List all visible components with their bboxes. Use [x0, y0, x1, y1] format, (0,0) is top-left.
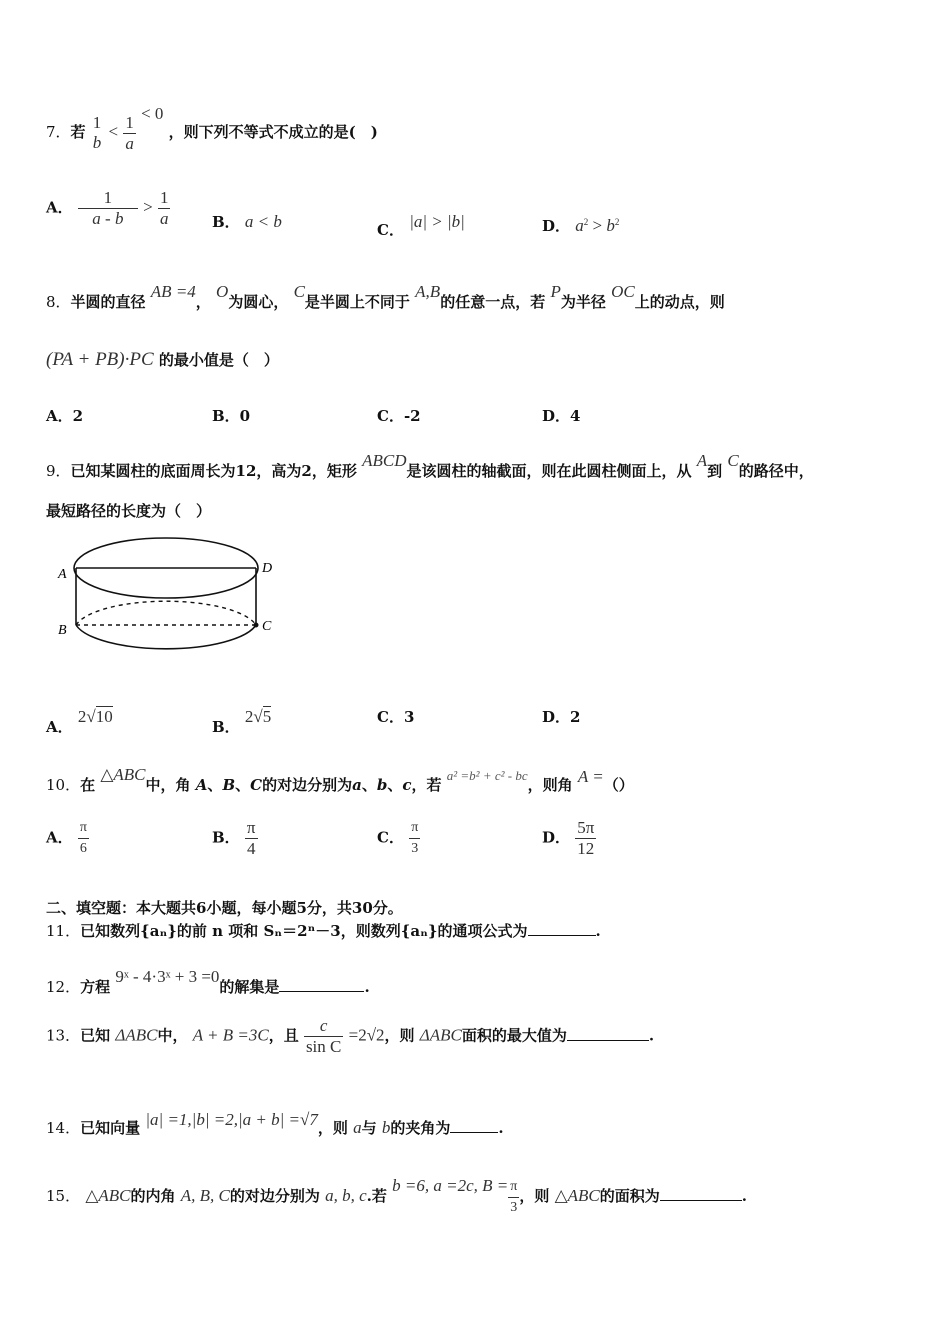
math: a [575, 216, 584, 235]
numerator: 1 [159, 188, 169, 207]
numerator: π [411, 820, 419, 835]
math: > [588, 216, 607, 235]
question-number: 7． [46, 123, 71, 141]
question-12 [46, 967, 370, 997]
text: 的任意一点，若 [440, 293, 546, 311]
text: 中， [157, 1026, 188, 1045]
numerator: π [246, 818, 256, 837]
denominator: 3 [409, 838, 420, 859]
math: (PA + PB)·PC [46, 349, 154, 370]
option-d[interactable] [542, 818, 596, 859]
text: 已知某圆柱的底面周长为12，高为2，矩形 [70, 462, 357, 480]
denominator: 4 [245, 838, 258, 859]
fraction [78, 188, 138, 229]
section-heading: 二、填空题：本大题共6小题，每小题5分，共30分。 [46, 899, 403, 917]
math: P [550, 282, 561, 301]
question-number: 15． [46, 1187, 81, 1205]
fraction [78, 818, 89, 859]
label-a: A [58, 567, 67, 582]
denominator: 3 [508, 1197, 519, 1218]
text: 为圆心， [228, 293, 289, 311]
numerator: π [510, 1178, 518, 1194]
math: AB =4 [150, 282, 196, 301]
text: . [498, 1119, 504, 1137]
answer-blank[interactable] [450, 1118, 498, 1133]
option-d[interactable]: D．4 [542, 407, 581, 425]
option-d[interactable]: D．2 [542, 708, 581, 726]
text: 的解集是 [219, 978, 280, 996]
text: . [741, 1187, 748, 1205]
denominator: 12 [575, 838, 596, 859]
math: △ABC [85, 1186, 131, 1205]
option-c[interactable]: C．3 [377, 708, 415, 726]
text: 是半圆上不同于 [304, 293, 410, 311]
question-number: 9． [46, 462, 71, 480]
math: |a| > |b| [409, 212, 465, 231]
text: ，则 [519, 1187, 550, 1205]
label-d: D [262, 561, 273, 576]
exponent: 2 [614, 217, 620, 227]
radicand: 10 [95, 707, 113, 726]
question-7 [46, 104, 378, 154]
fraction [245, 818, 258, 859]
text: . [648, 1026, 655, 1045]
math: A + B =3C [192, 1025, 269, 1045]
fraction [575, 818, 596, 859]
option-label: D． [542, 828, 571, 847]
text: ，且 [268, 1026, 299, 1045]
text: 半圆的直径 [70, 293, 146, 311]
text: ，则 [384, 1026, 415, 1045]
text: 方程 [80, 978, 111, 996]
question-15 [46, 1176, 747, 1218]
fraction [158, 188, 171, 229]
math: A [696, 451, 708, 470]
text: 与 [361, 1119, 377, 1137]
text: 的对边分别为 [262, 776, 353, 794]
math: b [606, 216, 615, 235]
question-14 [46, 1110, 504, 1138]
equation: |a| =1,|b| =2,|a + b| =√7 [145, 1110, 318, 1129]
option-a[interactable] [46, 188, 170, 229]
cylinder-figure [48, 530, 288, 665]
text: 上的动点，则 [634, 293, 725, 311]
option-b[interactable] [212, 212, 282, 232]
text: 、 [207, 776, 223, 794]
bottom-arc-front [76, 625, 256, 649]
label-c: C [262, 619, 272, 634]
text: . [364, 978, 370, 996]
math: O [216, 282, 229, 301]
question-9 [46, 451, 814, 481]
numerator: 5π [577, 818, 595, 837]
question-number: 8． [46, 293, 71, 311]
question-13 [46, 1016, 654, 1057]
text: 在 [80, 776, 96, 794]
option-c[interactable] [377, 818, 420, 859]
math: A, B, C [180, 1186, 230, 1205]
math: △ABC [554, 1186, 600, 1205]
text: 面积的最大值为 [461, 1026, 567, 1045]
text: 、 [235, 776, 251, 794]
numerator: 1 [103, 188, 113, 207]
text: （） [603, 776, 634, 794]
option-b[interactable]: B．0 [212, 407, 251, 425]
question-9-line2: 最短路径的长度为（ ） [46, 502, 212, 520]
denominator: 6 [78, 838, 89, 859]
math: OC [611, 282, 635, 301]
math: ΔABC [419, 1025, 462, 1045]
text: 的面积为 [599, 1187, 660, 1205]
text: . [595, 922, 601, 940]
numerator: 1 [92, 113, 102, 132]
math: △ABC [100, 765, 146, 784]
fraction [409, 818, 420, 859]
option-label: B． [212, 828, 240, 847]
text: 为半径 [560, 293, 606, 311]
option-c[interactable]: C．-2 [377, 407, 421, 425]
equation: a² =b² + c² - bc [446, 768, 528, 783]
radicand: 5 [262, 707, 272, 726]
option-label: A． [46, 828, 73, 847]
question-text: ，则下列不等式不成立的是( ) [168, 123, 378, 141]
text: 到 [707, 462, 723, 480]
denominator: a [159, 209, 169, 228]
answer-blank[interactable] [279, 977, 364, 992]
coefficient: 2 [77, 707, 87, 726]
numerator: 1 [125, 112, 134, 132]
numerator: π [79, 820, 87, 835]
math: b [381, 1118, 391, 1137]
math: C [293, 282, 305, 301]
coefficient: 2 [244, 707, 254, 726]
side-c: c [402, 776, 412, 794]
text: ， [195, 293, 211, 311]
option-label: A． [46, 718, 73, 736]
option-b[interactable] [212, 707, 271, 737]
question-10: 10．在 △ABC中，角 A、B、C的对边分别为a、b、c，若 a² =b² + c² - bc，则角 A =（） [46, 765, 634, 794]
sqrt-expression: 2√5 [244, 707, 272, 726]
equation: b =6, a =2c, B = [392, 1176, 509, 1195]
label-b: B [58, 623, 67, 638]
option-a[interactable] [46, 818, 89, 859]
question-number: 14． [46, 1119, 81, 1137]
text: .若 [366, 1187, 387, 1205]
fraction [123, 113, 136, 154]
math: C [727, 451, 739, 470]
option-label: B． [212, 213, 240, 231]
side-a: a [352, 776, 362, 794]
option-label: C． [377, 221, 404, 239]
denominator: a - b [78, 208, 138, 229]
option-b[interactable] [212, 818, 258, 859]
option-label: A． [46, 198, 73, 217]
option-a[interactable]: A．2 [46, 407, 84, 425]
text: 的路径中， [738, 462, 814, 480]
text: 的内角 [130, 1187, 176, 1205]
point-c-dot [254, 623, 259, 628]
math: ΔABC [115, 1025, 158, 1045]
fraction [508, 1177, 519, 1218]
fraction [91, 113, 104, 153]
text: ，若 [411, 776, 442, 794]
bottom-arc-back [76, 601, 256, 625]
answer-blank[interactable] [660, 1186, 742, 1201]
option-a[interactable] [46, 707, 113, 737]
question-number: 10． [46, 776, 81, 794]
question-8 [46, 282, 725, 312]
question-number: 11． [46, 922, 81, 940]
equation: 9ˣ - 4·3ˣ + 3 =0 [115, 967, 220, 986]
math: < [108, 122, 119, 141]
text: 已知向量 [80, 1119, 141, 1137]
denominator: b [92, 133, 102, 152]
question-number: 12． [46, 978, 81, 996]
denominator: sin C [305, 1037, 342, 1056]
math: > [143, 197, 153, 217]
answer-blank[interactable] [528, 921, 596, 936]
answer-blank[interactable] [567, 1026, 649, 1041]
text: 已知 [80, 1026, 111, 1045]
angle-c: C [250, 776, 263, 794]
denominator: a [125, 133, 134, 153]
text: ，则 [317, 1119, 348, 1137]
numerator: c [319, 1016, 328, 1035]
question-text: 已知数列{aₙ}的前 n 项和 Sₙ＝2ⁿ－3，则数列{aₙ}的通项公式为 [80, 922, 528, 940]
option-d[interactable] [542, 212, 619, 236]
text: 中，角 [145, 776, 191, 794]
text: 的最小值是（ ） [158, 351, 279, 369]
sqrt-expression: 2√10 [77, 707, 113, 726]
math: A,B [415, 282, 441, 301]
option-label: C． [377, 828, 404, 847]
option-label: D． [542, 217, 571, 235]
math: a [353, 1118, 362, 1137]
math: A = [577, 767, 604, 786]
question-number: 13． [46, 1026, 81, 1045]
text: 的夹角为 [390, 1119, 451, 1137]
text: 是该圆柱的轴截面，则在此圆柱侧面上，从 [406, 462, 692, 480]
question-8-line2 [46, 350, 279, 370]
text: ，则角 [527, 776, 573, 794]
math: a, b, c [325, 1186, 367, 1205]
math: ABCD [362, 451, 407, 470]
math: a < b [244, 212, 282, 231]
text: 若 [70, 123, 86, 141]
fraction [304, 1016, 343, 1057]
text: 的对边分别为 [229, 1187, 320, 1205]
side-b: b [376, 776, 388, 794]
exponent: 2 [583, 217, 589, 227]
option-label: B． [212, 718, 240, 736]
angle-b: B [222, 776, 236, 794]
question-11 [46, 921, 601, 941]
angle-a: A [195, 776, 208, 794]
math: =2√2 [348, 1025, 385, 1045]
option-c[interactable] [377, 212, 465, 240]
math: < 0 [141, 104, 164, 123]
